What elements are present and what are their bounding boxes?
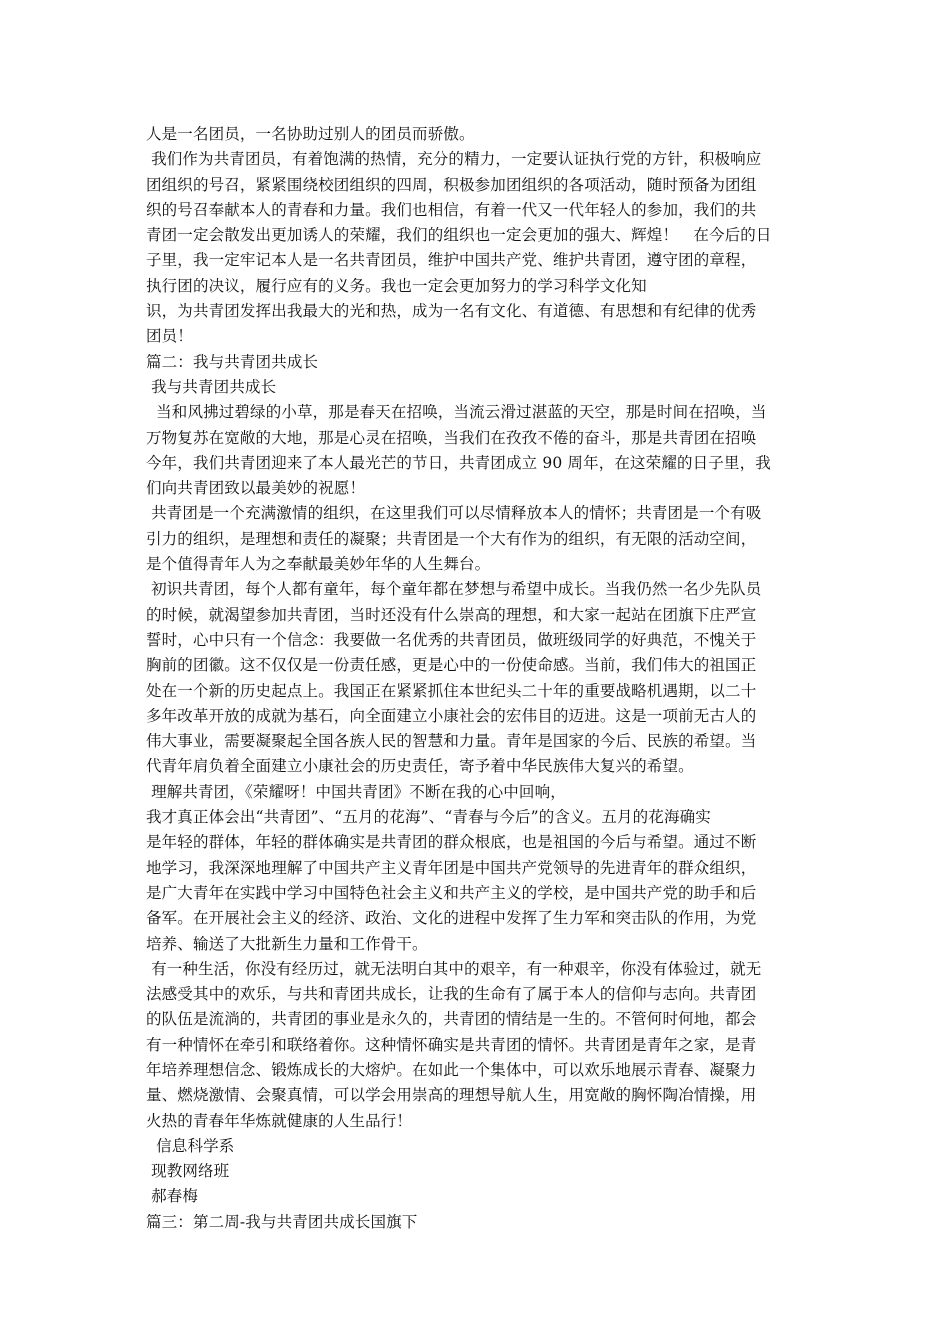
text-line: 伟大事业，需要凝聚起全国各族人民的智慧和力量。青年是国家的今后、民族的希望。当 — [146, 732, 757, 751]
text-line: 地学习，我深深地理解了中国共产主义青年团是中国共产党领导的先进青年的群众组织， — [146, 858, 757, 877]
text-line: 是个值得青年人为之奉献最美妙年华的人生舞台。 — [146, 555, 491, 574]
text-line: 引力的组织，是理想和责任的凝聚；共青团是一个大有作为的组织，有无限的活动空间， — [146, 529, 757, 548]
text-line: 当和风拂过碧绿的小草，那是春天在招唤，当流云滑过湛蓝的天空，那是时间在招唤，当 — [146, 403, 767, 422]
text-line: 子里，我一定牢记本人是一名共青团员，维护中国共产党、维护共青团，遵守团的章程， — [146, 251, 757, 270]
text-line: 识，为共青团发挥出我最大的光和热，成为一名有文化、有道德、有思想和有纪律的优秀 — [146, 302, 757, 321]
text-line: 我们作为共青团员，有着饱满的热情，充分的精力，一定要认证执行党的方针，积极响应 — [146, 150, 762, 169]
text-line: 的队伍是流淌的，共青团的事业是永久的，共青团的情结是一生的。不管何时何地，都会 — [146, 1010, 757, 1029]
text-line: 团组织的号召，紧紧围绕校团组织的四周，积极参加团组织的各项活动，随时预备为团组 — [146, 175, 757, 194]
text-line: 信息科学系 — [146, 1136, 235, 1155]
text-line: 万物复苏在宽敞的大地，那是心灵在招唤，当我们在孜孜不倦的奋斗，那是共青团在招唤 — [146, 428, 757, 447]
text-line: 执行团的决议，履行应有的义务。我也一定会更加努力的学习科学文化知 — [146, 276, 647, 295]
text-line: 篇三：第二周-我与共青团共成长国旗下 — [146, 1212, 418, 1231]
text-line: 备军。在开展社会主义的经济、政治、文化的进程中发挥了生力军和突击队的作用，为党 — [146, 909, 757, 928]
text-line: 多年改革开放的成就为基石，向全面建立小康社会的宏伟目的迈进。这是一项前无古人的 — [146, 706, 757, 725]
text-line: 篇二：我与共青团共成长 — [146, 352, 319, 371]
text-line: 是年轻的群体，年轻的群体确实是共青团的群众根底，也是祖国的今后与希望。通过不断 — [146, 833, 757, 852]
text-line: 我与共青团共成长 — [146, 377, 277, 396]
text-line: 我才真正体会出“共青团”、“五月的花海”、“青春与今后”的含义。五月的花海确实 — [146, 808, 711, 827]
text-line: 有一种生活，你没有经历过，就无法明白其中的艰辛，有一种艰辛，你没有体验过，就无 — [146, 959, 762, 978]
text-line: 共青团是一个充满激情的组织，在这里我们可以尽情释放本人的情怀；共青团是一个有吸 — [146, 504, 762, 523]
text-line: 处在一个新的历史起点上。我国正在紧紧抓住本世纪头二十年的重要战略机遇期，以二十 — [146, 681, 757, 700]
text-line: 初识共青团，每个人都有童年，每个童年都在梦想与希望中成长。当我仍然一名少先队员 — [146, 580, 762, 599]
text-line: 法感受其中的欢乐，与共和青团共成长，让我的生命有了属于本人的信仰与志向。共青团 — [146, 985, 757, 1004]
text-line: 量、燃烧激情、会聚真情，可以学会用崇高的理想导航人生，用宽敞的胸怀陶冶情操，用 — [146, 1086, 757, 1105]
text-line: 青团一定会散发出更加诱人的荣耀，我们的组织也一定会更加的强大、辉煌！ 在今后的日 — [146, 226, 772, 245]
text-line: 理解共青团，《荣耀呀！中国共青团》不断在我的心中回响， — [146, 782, 566, 801]
text-line: 誓时，心中只有一个信念：我要做一名优秀的共青团员，做班级同学的好典范，不愧关于 — [146, 630, 757, 649]
text-line: 织的号召奉献本人的青春和力量。我们也相信，有着一代又一代年轻人的参加，我们的共 — [146, 200, 757, 219]
text-line: 培养、输送了大批新生力量和工作骨干。 — [146, 934, 428, 953]
text-line: 年培养理想信念、锻炼成长的大熔炉。在如此一个集体中，可以欢乐地展示青春、凝聚力 — [146, 1060, 757, 1079]
text-line: 人是一名团员，一名协助过别人的团员而骄傲。 — [146, 125, 475, 143]
text-line: 郝春梅 — [146, 1187, 199, 1206]
text-line: 代青年肩负着全面建立小康社会的历史责任，寄予着中华民族伟大复兴的希望。 — [146, 757, 694, 776]
text-line: 今年，我们共青团迎来了本人最光芒的节日，共青团成立 90 周年，在这荣耀的日子里，我 — [146, 453, 771, 472]
text-line: 胸前的团徽。这不仅仅是一份责任感，更是心中的一份使命感。当前，我们伟大的祖国正 — [146, 656, 757, 675]
text-line: 是广大青年在实践中学习中国特色社会主义和共产主义的学校，是中国共产党的助手和后 — [146, 883, 757, 902]
text-line: 团员！ — [146, 327, 193, 346]
text-line: 火热的青春年华炼就健康的人生品行！ — [146, 1111, 413, 1130]
text-line: 的时候，就渴望参加共青团，当时还没有什么崇高的理想，和大家一起站在团旗下庄严宣 — [146, 605, 757, 624]
text-line: 有一种情怀在牵引和联络着你。这种情怀确实是共青团的情怀。共青团是青年之家，是青 — [146, 1035, 757, 1054]
text-line: 们向共青团致以最美妙的祝愿！ — [146, 479, 366, 498]
document-body — [146, 122, 810, 1235]
text-line: 现教网络班 — [146, 1162, 230, 1181]
